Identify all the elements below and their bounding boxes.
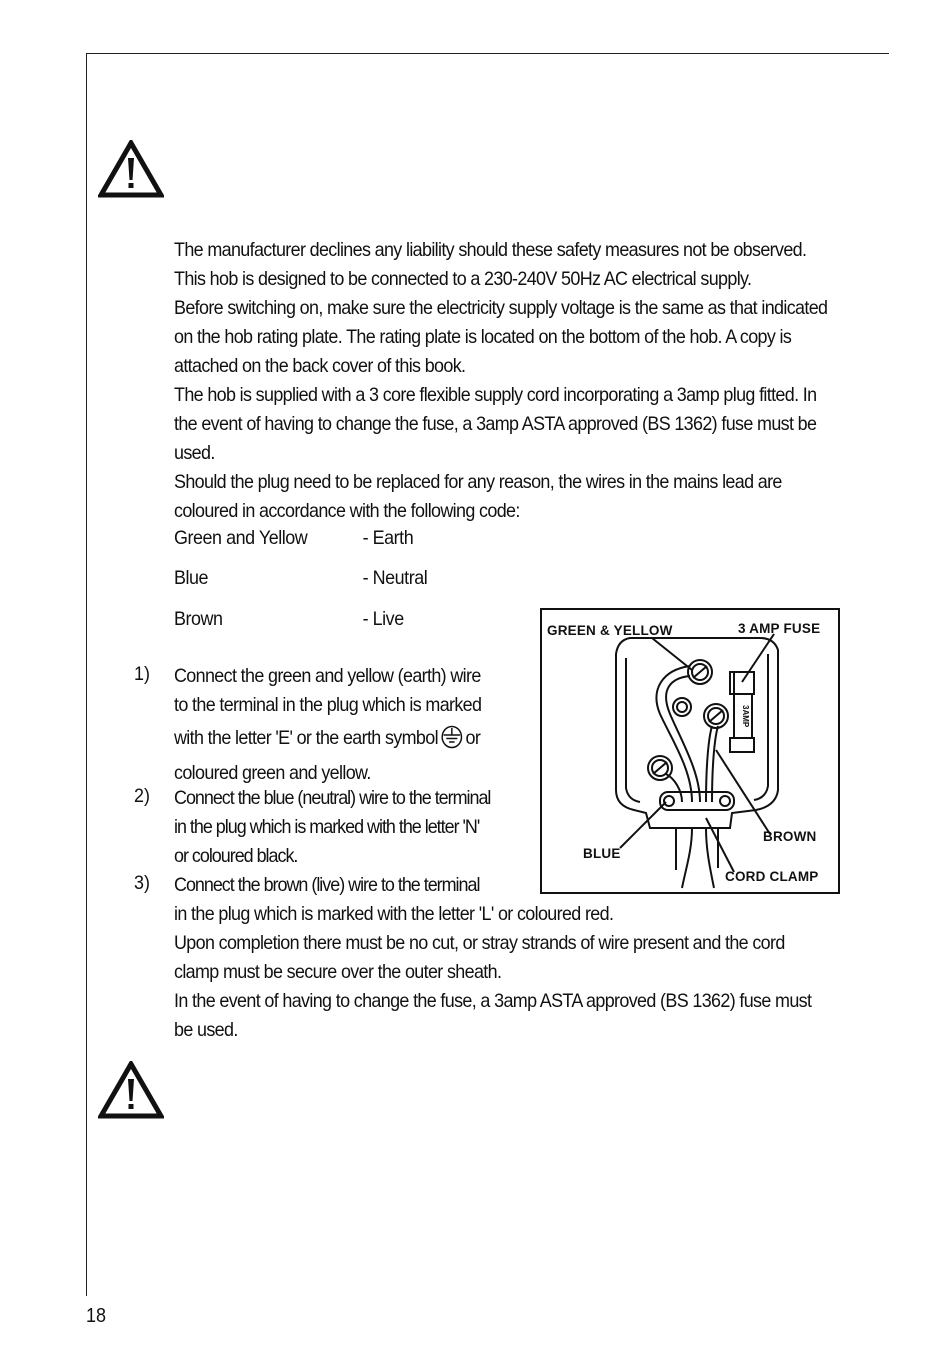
intro-line: The manufacturer declines any liability should these safety measures not be observed. [174,239,807,261]
intro-line: coloured in accordance with the following code: [174,500,520,522]
label-green-yellow: GREEN & YELLOW [547,623,673,638]
warning-triangle-icon [98,1061,164,1119]
step-line: to the terminal in the plug which is marked [174,694,482,716]
step-line: In the event of having to change the fuse, a 3amp ASTA approved (BS 1362) fuse must [174,990,812,1012]
wire-meaning: - Neutral [362,567,428,589]
step-line: Connect the brown (live) wire to the terminal [174,874,480,896]
step-line: clamp must be secure over the outer sheath. [174,961,502,983]
label-blue: BLUE [583,846,621,861]
warning-triangle-icon [98,140,164,198]
step-line: in the plug which is marked with the letter 'L' or coloured red. [174,903,614,925]
intro-line: The hob is supplied with a 3 core flexible supply cord incorporating a 3amp plug fitted. In [174,384,817,406]
step-line: or coloured black. [174,845,298,867]
wire-color: Green and Yellow [174,527,308,549]
intro-line: This hob is designed to be connected to a 230-240V 50Hz AC electrical supply. [174,268,752,290]
step-line: Upon completion there must be no cut, or stray strands of wire present and the cord [174,932,785,954]
step-2-text [174,784,505,871]
plug-wiring-diagram [540,608,840,894]
wire-color: Blue [174,567,209,589]
step-1-text [174,662,505,788]
step-line: with the letter 'E' or the earth symbol [174,727,438,749]
intro-line: attached on the back cover of this book. [174,355,466,377]
step-number: 1) [134,663,150,685]
intro-line: used. [174,442,215,464]
step-line: Connect the green and yellow (earth) wire [174,665,481,687]
step-number: 3) [134,872,150,894]
left-rule [86,53,87,1296]
earth-symbol-icon [439,725,465,749]
label-fuse: 3 AMP FUSE [738,621,821,636]
top-rule [86,53,889,54]
step-line: coloured green and yellow. [174,762,371,784]
intro-line: on the hob rating plate. The rating plate is located on the bottom of the hob. A copy is [174,326,792,348]
page-number: 18 [86,1305,107,1327]
step-number: 2) [134,785,150,807]
step-line-with-symbol [174,720,505,759]
intro-line: the event of having to change the fuse, a 3amp ASTA approved (BS 1362) fuse must be [174,413,817,435]
step-line: be used. [174,1019,238,1041]
intro-line: Should the plug need to be replaced for any reason, the wires in the mains lead are [174,471,782,493]
step-3-text [174,871,811,1045]
wire-color: Brown [174,608,223,630]
step-line: in the plug which is marked with the letter 'N' [174,816,480,838]
color-code-row [174,567,427,590]
step-line: Connect the blue (neutral) wire to the terminal [174,787,491,809]
label-cord-clamp: CORD CLAMP [725,869,819,884]
fuse-marking: 3AMP [741,705,750,728]
wire-meaning: - Earth [362,527,414,549]
intro-text [174,236,828,526]
label-brown: BROWN [763,829,817,844]
intro-line: Before switching on, make sure the electricity supply voltage is the same as that indicated [174,297,828,319]
step-line-suffix: or [465,727,481,749]
wire-meaning: - Live [362,608,404,630]
color-code-row [174,527,413,550]
color-code-row [174,608,404,631]
